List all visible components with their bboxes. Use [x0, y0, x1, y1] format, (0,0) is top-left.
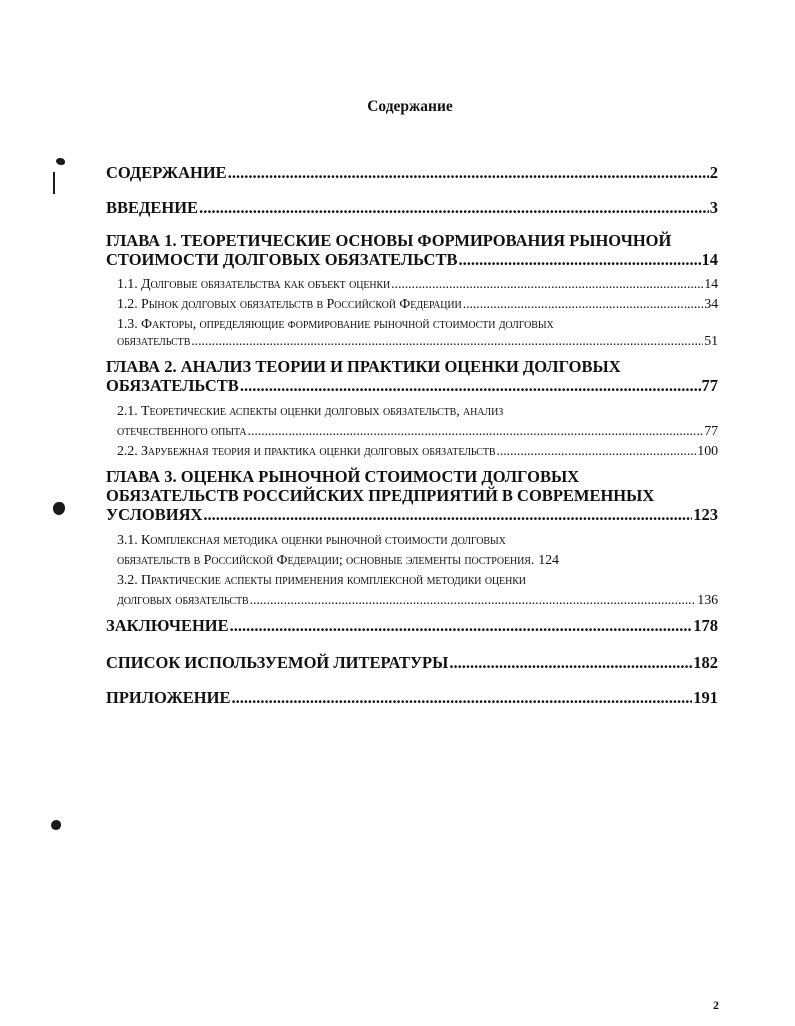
- dot-leader: [203, 505, 692, 524]
- toc-page-number: 77: [701, 376, 718, 395]
- scan-speck: [51, 820, 61, 830]
- scan-speck: [53, 502, 65, 515]
- dot-leader: [230, 616, 693, 635]
- toc-section-2-2[interactable]: [117, 443, 718, 460]
- toc-page-number: 3: [709, 198, 718, 217]
- dot-leader: [199, 198, 709, 217]
- toc-entry-appendix[interactable]: [106, 688, 718, 707]
- toc-section-1-2[interactable]: [117, 296, 718, 313]
- toc-chapter-title-line: ГЛАВА 1. ТЕОРЕТИЧЕСКИЕ ОСНОВЫ ФОРМИРОВАНИЯ РЫНОЧНОЙ: [106, 231, 672, 250]
- dot-leader: [391, 276, 703, 293]
- toc-entry-literature[interactable]: [106, 653, 718, 672]
- toc-chapter-title-line: ОБЯЗАТЕЛЬСТВ: [106, 376, 239, 395]
- toc-page-number: 182: [693, 653, 718, 672]
- toc-entry-title: ЗАКЛЮЧЕНИЕ: [106, 616, 229, 635]
- toc-page-number: 178: [693, 616, 718, 635]
- section-title-line: долговых обязательств: [117, 593, 249, 608]
- toc-page-number: 77: [704, 424, 718, 439]
- section-title-line: Теоретические аспекты оценки долговых обязательств, анализ: [141, 404, 504, 419]
- dot-leader: [250, 592, 697, 609]
- toc-page-number: 14: [701, 250, 718, 269]
- scan-speck: [56, 158, 65, 165]
- section-title-line: Практические аспекты применения комплексной методики оценки: [141, 573, 526, 588]
- toc-page-number: 136: [697, 593, 718, 608]
- section-title-line: обязательств в Российской Федерации; основные элементы построения.: [117, 553, 535, 568]
- page-number: 2: [713, 998, 719, 1012]
- toc-entry-title: СОДЕРЖАНИЕ: [106, 163, 227, 182]
- dot-leader: [248, 423, 704, 440]
- dot-leader: [191, 333, 703, 350]
- toc-chapter-2[interactable]: [106, 357, 718, 395]
- section-title: Рынок долговых обязательств в Российской Федерации: [141, 297, 462, 312]
- toc-chapter-3[interactable]: [106, 467, 718, 524]
- section-number: 2.1.: [117, 404, 138, 419]
- toc-section-3-2[interactable]: [117, 572, 718, 609]
- toc-section-1-1[interactable]: [117, 276, 718, 293]
- toc-chapter-title-line: ГЛАВА 3. ОЦЕНКА РЫНОЧНОЙ СТОИМОСТИ ДОЛГОВЫХ: [106, 467, 580, 486]
- scan-mark: [53, 172, 55, 194]
- section-title-line: Факторы, определяющие формирование рыночной стоимости долговых: [141, 317, 554, 332]
- section-number: 3.1.: [117, 533, 138, 548]
- toc-page-number: 124: [538, 553, 559, 568]
- toc-section-3-1[interactable]: [117, 532, 718, 569]
- section-title: Зарубежная теория и практика оценки долговых обязательств: [141, 444, 496, 459]
- toc-entry-title: СПИСОК ИСПОЛЬЗУЕМОЙ ЛИТЕРАТУРЫ: [106, 653, 449, 672]
- page-title: Содержание: [367, 98, 453, 115]
- toc-chapter-1[interactable]: [106, 231, 718, 269]
- toc-entry-contents[interactable]: [106, 163, 718, 182]
- dot-leader: [459, 250, 701, 269]
- section-title-line: Комплексная методика оценки рыночной стоимости долговых: [141, 533, 506, 548]
- section-number: 1.3.: [117, 317, 138, 332]
- toc-section-2-1[interactable]: [117, 403, 718, 440]
- section-number: 1.2.: [117, 297, 138, 312]
- toc-page-number: 2: [709, 163, 718, 182]
- toc-section-1-3[interactable]: [117, 316, 718, 350]
- toc-chapter-title-line: СТОИМОСТИ ДОЛГОВЫХ ОБЯЗАТЕЛЬСТВ: [106, 250, 458, 269]
- section-title-line: отечественного опыта: [117, 424, 247, 439]
- toc-chapter-title-line: ГЛАВА 2. АНАЛИЗ ТЕОРИИ И ПРАКТИКИ ОЦЕНКИ ДОЛГОВЫХ: [106, 357, 621, 376]
- toc-entry-conclusion[interactable]: [106, 616, 718, 635]
- dot-leader: [228, 163, 709, 182]
- toc-entry-title: ПРИЛОЖЕНИЕ: [106, 688, 231, 707]
- toc-page-number: 123: [693, 505, 718, 524]
- toc-entry-intro[interactable]: [106, 198, 718, 217]
- section-number: 3.2.: [117, 573, 138, 588]
- toc-page-number: 34: [704, 297, 718, 312]
- dot-leader: [463, 296, 704, 313]
- toc-page-number: 100: [697, 444, 718, 459]
- section-number: 1.1.: [117, 277, 138, 292]
- toc-page-number: 191: [693, 688, 718, 707]
- section-title-line: обязательств: [117, 334, 191, 349]
- section-number: 2.2.: [117, 444, 138, 459]
- dot-leader: [496, 443, 696, 460]
- toc-page-number: 14: [704, 277, 718, 292]
- toc-chapter-title-line: УСЛОВИЯХ: [106, 505, 203, 524]
- table-of-contents: [106, 163, 718, 707]
- dot-leader: [449, 653, 692, 672]
- toc-chapter-title-line: ОБЯЗАТЕЛЬСТВ РОССИЙСКИХ ПРЕДПРИЯТИЙ В СОВРЕМЕННЫХ: [106, 486, 655, 505]
- dot-leader: [231, 688, 692, 707]
- toc-page-number: 51: [704, 334, 718, 349]
- toc-entry-title: ВВЕДЕНИЕ: [106, 198, 199, 217]
- dot-leader: [240, 376, 701, 395]
- section-title: Долговые обязательства как объект оценки: [141, 277, 391, 292]
